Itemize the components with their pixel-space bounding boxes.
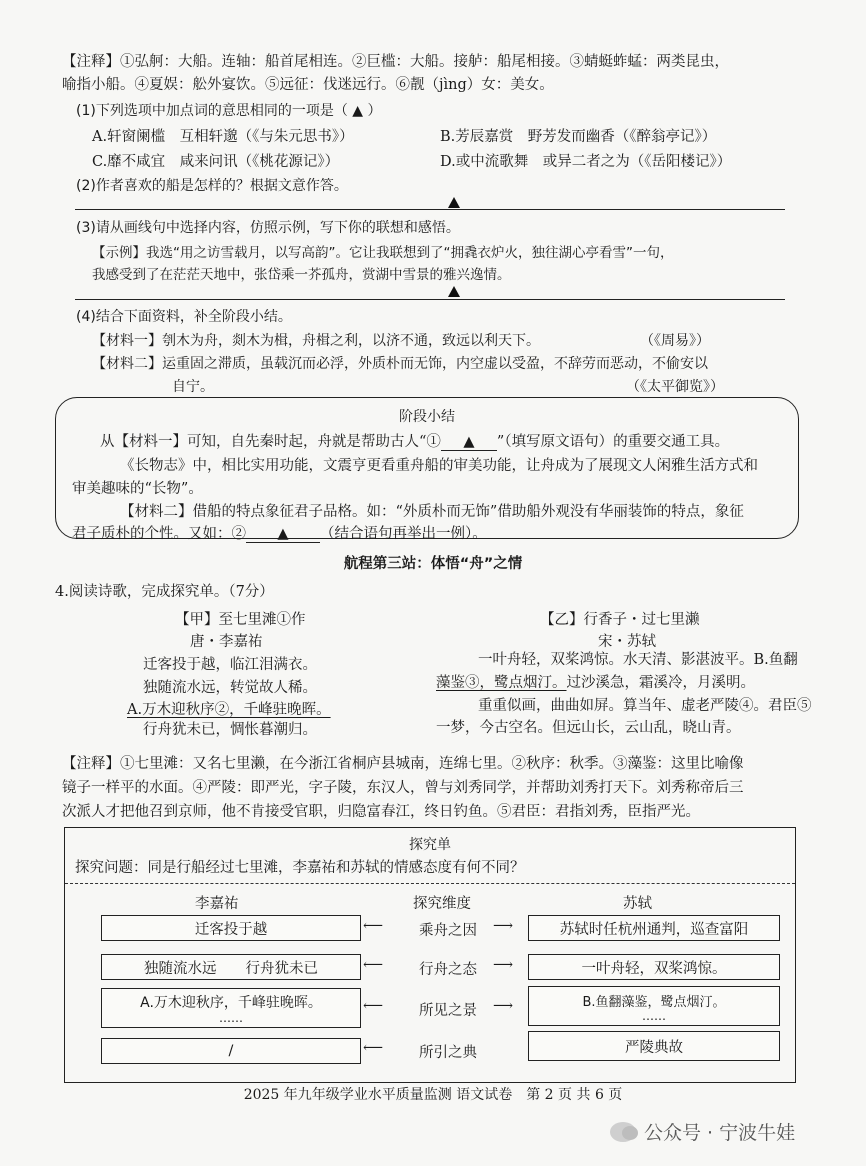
option-a: A.轩窗阑槛 互相轩邈（《与朱元思书》）	[92, 129, 354, 145]
blank-2[interactable]: ▲	[246, 526, 320, 543]
dimension-label: 所引之典	[419, 1045, 477, 1061]
option-b: B.芳辰嘉赏 野芳发而幽香（《醉翁亭记》）	[440, 129, 717, 145]
poem-yi-author: 宋・苏轼	[598, 634, 656, 650]
inquiry-sheet	[64, 827, 796, 1083]
cell-left: /	[101, 1038, 361, 1064]
notes-line: 【注释】①弘舸：大船。连轴：船首尾相连。②巨槛：大船。接舻：船尾相接。③蜻蜓蚱蜢：两类昆虫，	[62, 54, 729, 70]
wechat-icon	[610, 1122, 636, 1142]
material-2-cont: 自宁。	[172, 379, 214, 395]
poem-yi-title: 【乙】行香子・过七里濑	[540, 612, 700, 628]
col-header-left: 李嘉祐	[195, 896, 239, 912]
poem-line: 一梦，今古空名。但远山长，云山乱，晓山青。	[436, 720, 741, 736]
answer-line	[75, 299, 785, 300]
col-header-right: 苏轼	[623, 896, 652, 912]
cell-right: 一叶舟轻，双桨鸿惊。	[528, 954, 780, 980]
watermark-text: 公众号 · 宁波牛娃	[644, 1122, 796, 1144]
answer-line	[75, 209, 785, 210]
arrow-left-icon: ⟵	[363, 957, 384, 973]
arrow-left-icon: ⟵	[363, 1040, 384, 1056]
arrow-right-icon: ⟶	[493, 918, 514, 934]
poem-jia-title: 【甲】至七里滩①作	[175, 612, 306, 628]
poem-line: 重重似画，曲曲如屏。算当年、虚老严陵④。君臣⑤	[478, 698, 812, 714]
material-1-source: （《周易》）	[640, 333, 710, 349]
cell-right: B.鱼翻藻鉴，鹭点烟汀。 ……	[528, 986, 780, 1026]
material-2: 【材料二】运重固之滞质，虽载沉而必浮，外质朴而无饰，内空虚以受盈，不辞劳而恶动，不偷安以	[92, 356, 708, 372]
cell-left: 迁客投于越	[101, 915, 361, 941]
sheet-question: 探究问题：同是行船经过七里滩，李嘉祐和苏轼的情感态度有何不同？	[75, 860, 525, 876]
poem-jia-author: 唐・李嘉祐	[190, 634, 263, 650]
material-1: 【材料一】刳木为舟，剡木为楫，舟楫之利，以济不通，致远以利天下。	[92, 333, 540, 349]
summary-paragraph: 《长物志》中，相比实用功能，文震亨更看重舟船的审美功能，让舟成为了展现文人闲雅生活方式和	[120, 458, 758, 474]
poem-line: 迁客投于越，临江泪满衣。	[143, 657, 317, 673]
cell-left: 独随流水远 行舟犹未已	[101, 954, 361, 980]
summary-paragraph: 君子质朴的个性。又如：② ▲ （结合语句再举出一例）。	[72, 526, 487, 542]
arrow-right-icon: ⟶	[493, 957, 514, 973]
arrow-left-icon: ⟵	[363, 998, 384, 1014]
notes-line: 【注释】①七里滩：又名七里濑，在今浙江省桐庐县城南，连绵七里。②秋序：秋季。③藻鉴：这里比喻像	[62, 756, 744, 772]
answer-triangle-icon	[448, 286, 460, 297]
question-3-stem: (3)请从画线句中选择内容，仿照示例，写下你的联想和感悟。	[76, 220, 460, 236]
section-title: 航程第三站：体悟“舟”之情	[343, 556, 523, 572]
watermark	[610, 1118, 795, 1145]
poem-line: 行舟犹未已，惆怅暮潮归。	[143, 722, 317, 738]
dimension-label: 所见之景	[419, 1003, 477, 1019]
sheet-title: 探究单	[409, 837, 451, 853]
poem-underlined-part: 藻鉴③，鹭点烟汀。	[436, 675, 567, 691]
answer-triangle-icon	[448, 197, 460, 208]
summary-paragraph: 审美趣味的“长物”。	[72, 481, 203, 497]
stage-summary-box	[55, 397, 799, 542]
notes-line: 喻指小船。④夏娱：舩外宴饮。⑤远征：伐迷远行。⑥靓（jìng）女：美女。	[62, 77, 554, 93]
question-2-stem: (2)作者喜欢的船是怎样的？根据文意作答。	[76, 178, 348, 194]
page-footer: 2025 年九年级学业水平质量监测 语文试卷 第 2 页 共 6 页	[243, 1087, 623, 1103]
cell-right: 苏轼时任杭州通判，巡查富阳	[528, 915, 780, 941]
dashed-divider	[65, 883, 795, 884]
poem-line: 一叶舟轻，双桨鸿惊。水天清、影湛波平。B.鱼翻	[478, 652, 798, 668]
example-line: 【示例】我选“用之访雪载月，以写高韵”。它让我联想到了“拥毳衣炉火，独往湖心亭看雪”一句，	[92, 245, 674, 261]
example-line: 我感受到了在茫茫天地中，张岱乘一芥孤舟，赏湖中雪景的雅兴逸情。	[92, 267, 511, 283]
arrow-left-icon: ⟵	[363, 918, 384, 934]
dimension-label: 乘舟之因	[419, 923, 477, 939]
option-d: D.或中流歌舞 或异二者之为（《岳阳楼记》）	[440, 154, 732, 170]
poem-line: 独随流水远，转觉故人稀。	[143, 680, 317, 696]
blank-1[interactable]: ▲	[441, 434, 497, 451]
notes-line: 镜子一样平的水面。④严陵：即严光，字子陵，东汉人，曾与刘秀同学，并帮助刘秀打天下。刘秀称帝后三	[62, 780, 744, 796]
col-header-mid: 探究维度	[413, 896, 471, 912]
question-4-stem: (4)结合下面资料，补全阶段小结。	[76, 309, 292, 325]
summary-title: 阶段小结	[399, 409, 455, 425]
cell-left: A.万木迎秋序，千峰驻晚晖。 ……	[101, 988, 361, 1028]
material-2-source: （《太平御览》）	[626, 379, 724, 395]
option-c: C.靡不咸宜 咸来问讯（《桃花源记》）	[92, 154, 340, 170]
poem-line: 藻鉴③，鹭点烟汀。过沙溪急，霜溪冷，月溪明。	[436, 675, 755, 691]
cell-right: 严陵典故	[528, 1031, 780, 1061]
arrow-right-icon: ⟶	[493, 998, 514, 1014]
notes-line: 次派人才把他召到京师，他不肯接受官职，归隐富春江，终日钓鱼。⑤君臣：君指刘秀，臣指严光。	[62, 804, 700, 820]
summary-paragraph: 【材料二】借船的特点象征君子品格。如：“外质朴而无饰”借助船外观没有华丽装饰的特点，象征	[120, 504, 744, 520]
dimension-label: 行舟之态	[419, 962, 477, 978]
poem-line-underlined: A.万木迎秋序②，千峰驻晚晖。	[127, 702, 331, 718]
question-1-stem: (1)下列选项中加点词的意思相同的一项是（ ▲ ）	[76, 103, 382, 119]
question-stem: 4.阅读诗歌，完成探究单。（7分）	[55, 584, 274, 600]
summary-paragraph: 从【材料一】可知，自先秦时起，舟就是帮助古人“① ▲ ”（填写原文语句）的重要交通工具。	[100, 434, 730, 450]
